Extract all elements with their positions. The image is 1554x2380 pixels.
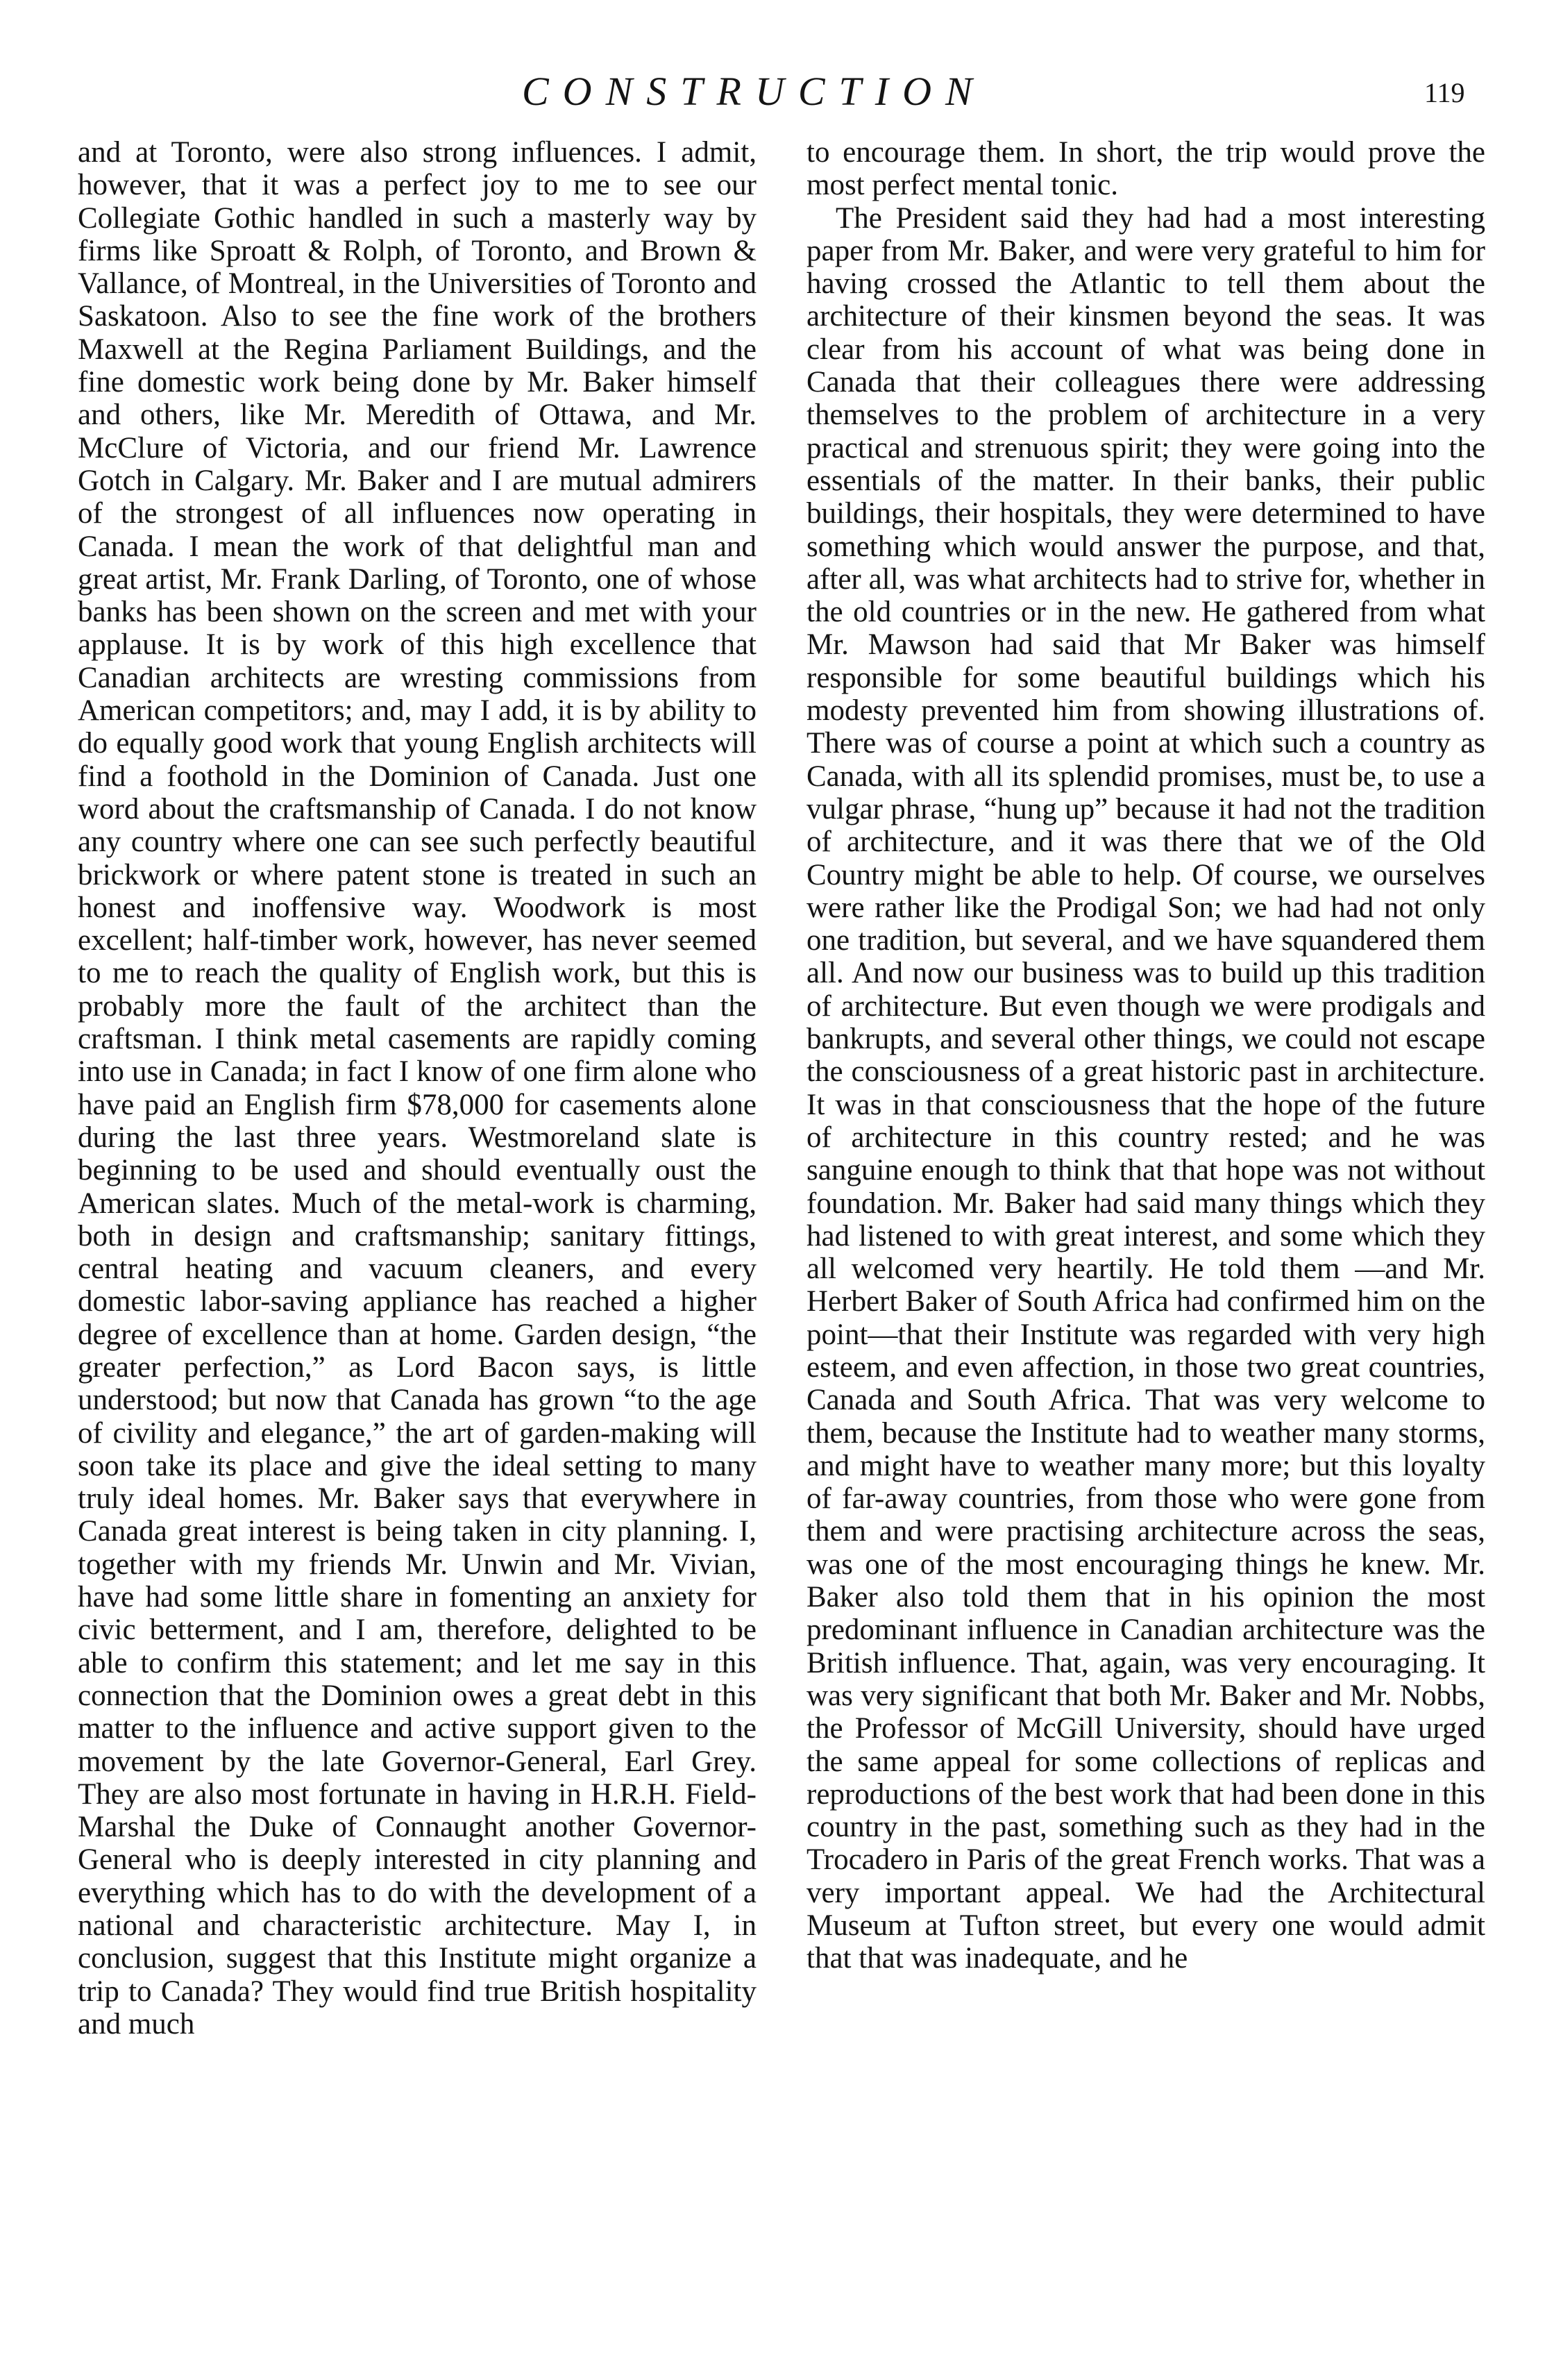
right-column [806, 136, 1485, 1975]
left-paragraph-1: and at Toronto, were also strong influences. I admit, however, that it was a perfect joy to me to see our Collegiate Gothic handled in such a masterly way by firms like Sproatt & Rolph, of Toronto, and Brown & Vallance, of Montreal, in the Universities of Toronto and Saskatoon. Also to see the fine work of the brothers Maxwell at the Regina Parliament Buildings, and the fine domestic work being done by Mr. Baker himself and others, like Mr. Meredith of Ottawa, and Mr. McClure of Victoria, and our friend Mr. Lawrence Gotch in Calgary. Mr. Baker and I are mutual admirers of the strongest of all influences now operating in Canada. I mean the work of that delightful man and great artist, Mr. Frank Darling, of Toronto, one of whose banks has been shown on the screen and met with your applause. It is by work of this high excellence that Canadian architects are wresting commissions from American competitors; and, may I add, it is by ability to do equally good work that young English architects will find a foothold in the Dominion of Canada. Just one word about the craftsmanship of Canada. I do not know any country where one can see such perfectly beautiful brickwork or where patent stone is treated in such an honest and inoffensive way. Woodwork is most excellent; half-timber work, however, has never seemed to me to reach the quality of English work, but this is probably more the fault of the architect than the craftsman. I think metal casements are rapidly coming into use in Canada; in fact I know of one firm alone who have paid an English firm $78,000 for casements alone during the last three years. Westmoreland slate is beginning to be used and should eventually oust the American slates. Much of the metal-work is charming, both in design and craftsmanship; sanitary fittings, central heating and vacuum cleaners, and every domestic labor-saving appliance has reached a higher degree of excellence than at home. Garden design, “the greater perfection,” as Lord Bacon says, is little understood; but now that Canada has grown “to the age of civility and elegance,” the art of garden-making will soon take its place and give the ideal setting to many truly ideal homes. Mr. Baker says that everywhere in Canada great interest is being taken in city planning. I, together with my friends Mr. Unwin and Mr. Vivian, have had some little share in fomenting an anxiety for civic betterment, and I am, therefore, delighted to be able to confirm this statement; and let me say in this connection that the Dominion owes a great debt in this matter to the influence and active support given to the movement by the late Governor-General, Earl Grey. They are also most fortunate in having in H.R.H. Field-Marshal the Duke of Connaught another Governor-General who is deeply interested in city planning and everything which has to do with the development of a national and characteristic architecture. May I, in conclusion, suggest that this Institute might organize a trip to Canada? They would find true British hospitality and much [78, 136, 757, 2040]
running-head [0, 64, 1554, 119]
right-paragraph-2: The President said they had had a most interesting paper from Mr. Baker, and were very grateful to him for having crossed the Atlantic to tell them about the architecture of their kinsmen beyond the seas. It was clear from his account of what was being done in Canada that their colleagues there were addressing themselves to the problem of architecture in a very practical and strenuous spirit; they were going into the essentials of the matter. In their banks, their public buildings, their hospitals, they were determined to have something which would answer the purpose, and that, after all, was what architects had to strive for, whether in the old countries or in the new. He gathered from what Mr. Mawson had said that Mr Baker was himself responsible for some beautiful buildings which his modesty prevented him from showing illustrations of. There was of course a point at which such a country as Canada, with all its splendid promises, must be, to use a vulgar phrase, “hung up” because it had not the tradition of architecture, and it was there that we of the Old Country might be able to help. Of course, we ourselves were rather like the Prodigal Son; we had had not only one tradition, but several, and we have squandered them all. And now our business was to build up this tradition of architecture. But even though we were prodigals and bankrupts, and several other things, we could not escape the consciousness of a great historic past in architecture. It was in that consciousness that the hope of the future of architecture in this country rested; and he was sanguine enough to think that that hope was not without foundation. Mr. Baker had said many things which they had listened to with great interest, and some which they all welcomed very heartily. He told them —and Mr. Herbert Baker of South Africa had confirmed him on the point—that their Institute was regarded with very high esteem, and even affection, in those two great countries, Canada and South Africa. That was very welcome to them, because the Institute had to weather many storms, and might have to weather many more; but this loyalty of far-away countries, from those who were gone from them and were practising architecture across the seas, was one of the most encouraging things he knew. Mr. Baker also told them that in his opinion the most predominant influence in Canadian architecture was the British influence. That, again, was very encouraging. It was very significant that both Mr. Baker and Mr. Nobbs, the Professor of McGill University, should have urged the same appeal for some collections of replicas and reproductions of the best work that had been done in this country in the past, something such as they had in the Trocadero in Paris of the great French works. That was a very important appeal. We had the Architectural Museum at Tufton street, but every one would admit that that was inadequate, and he [806, 201, 1485, 1975]
page-number: 119 [1424, 77, 1465, 108]
journal-title: CONSTRUCTION [522, 69, 986, 114]
right-paragraph-1: to encourage them. In short, the trip would prove the most perfect mental tonic. [806, 136, 1485, 202]
left-column [78, 136, 757, 2040]
